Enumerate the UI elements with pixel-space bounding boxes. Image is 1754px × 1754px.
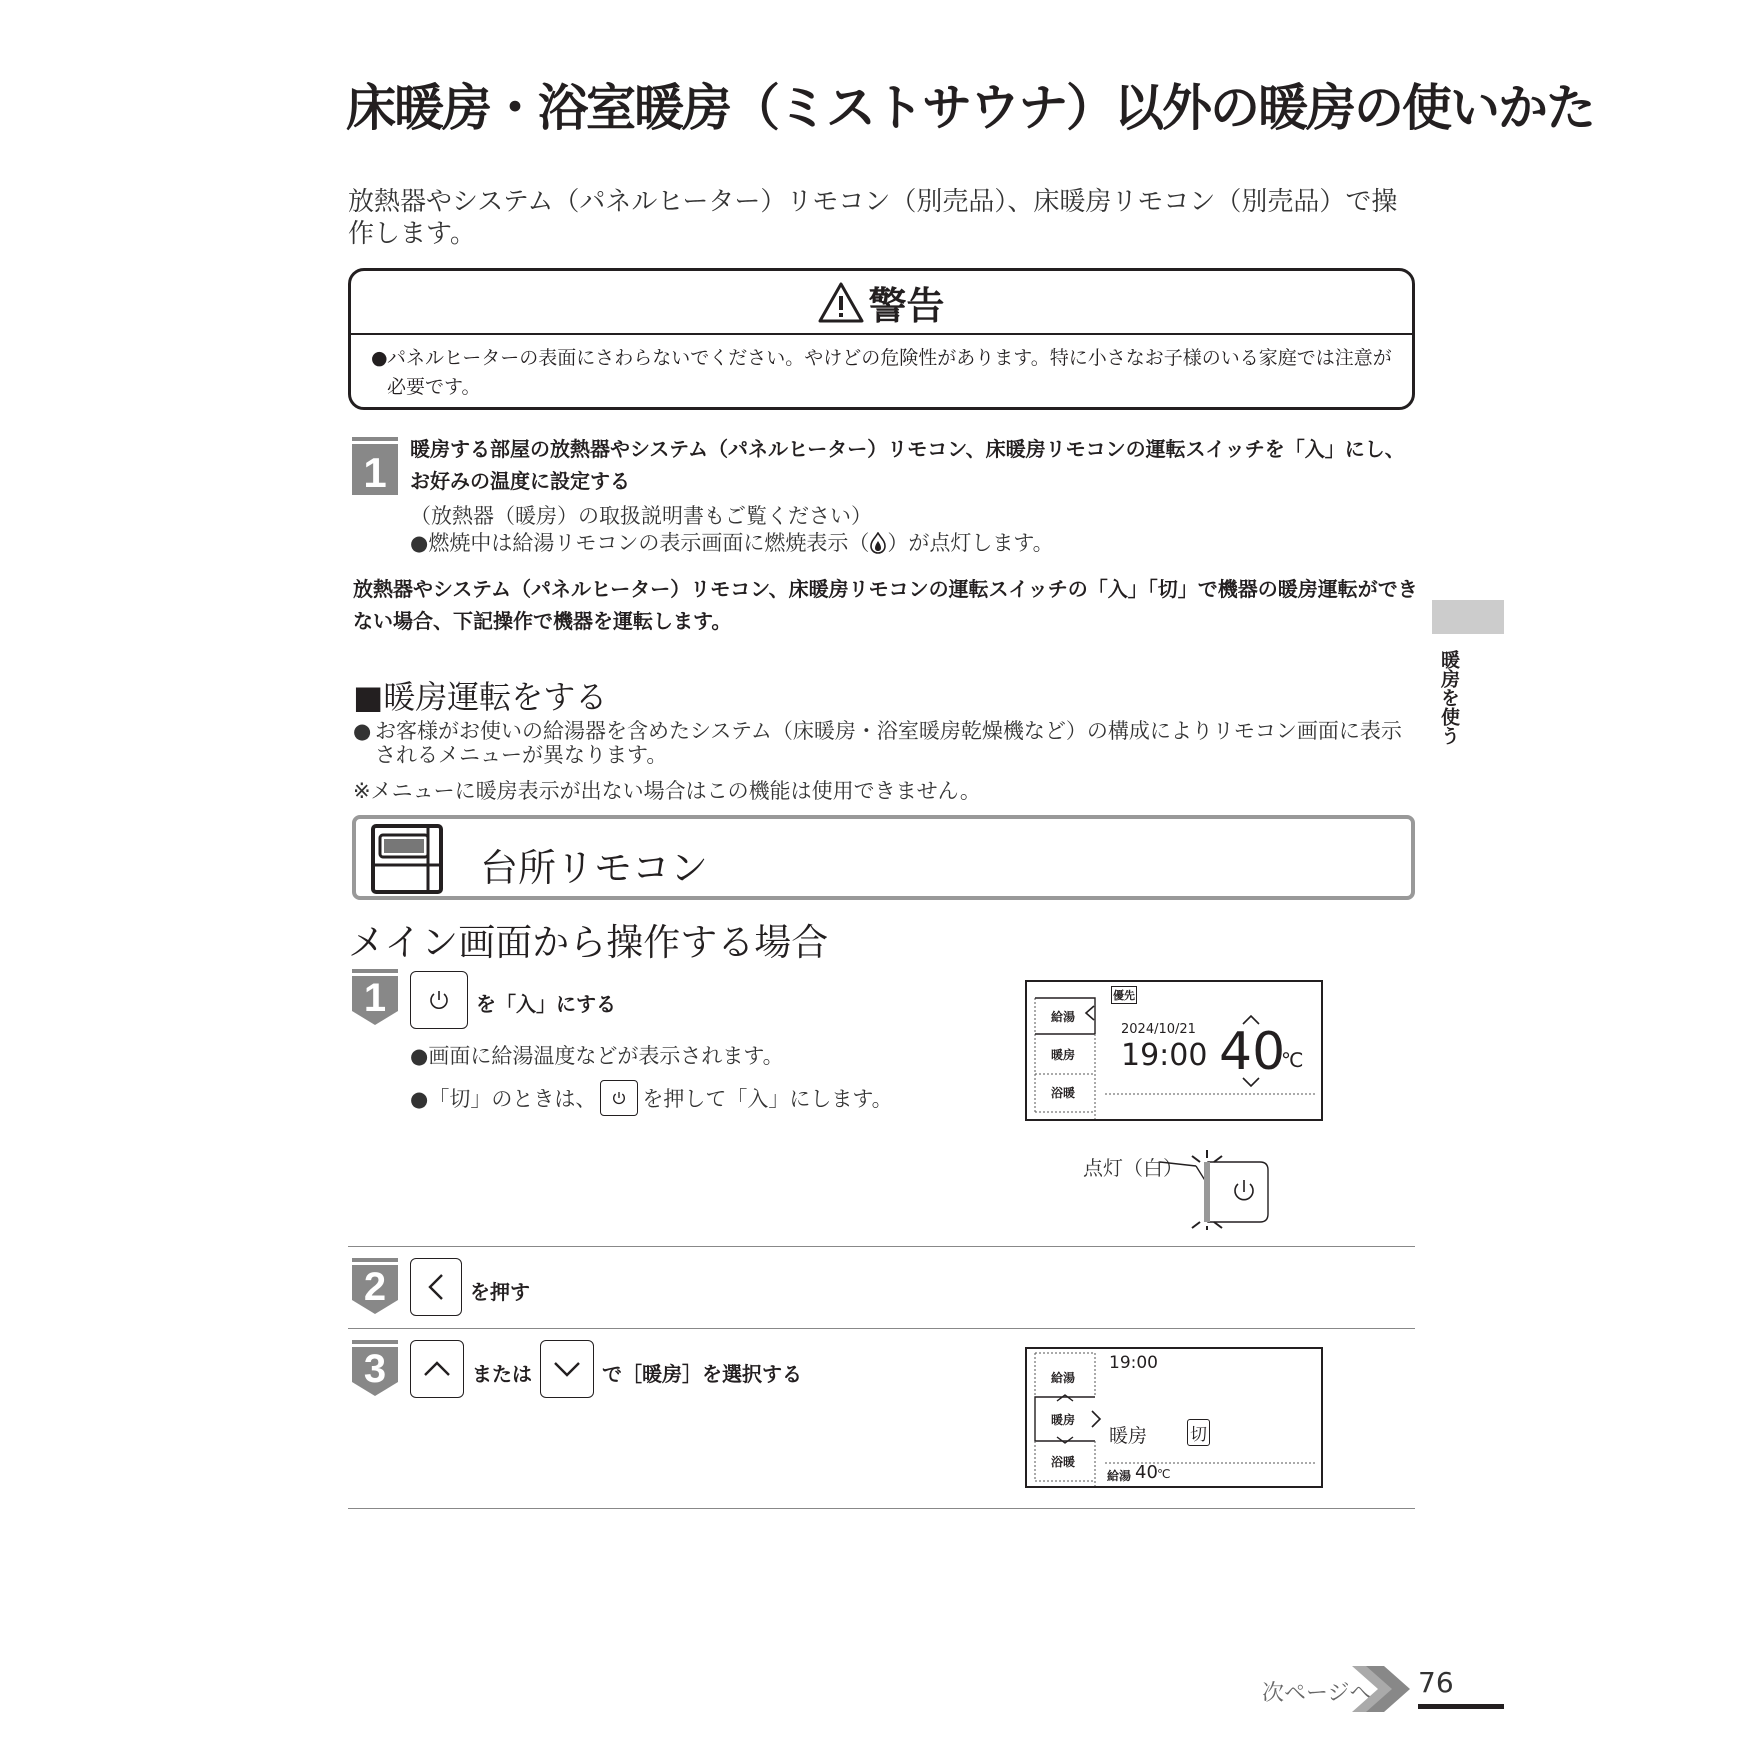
up-button[interactable]	[410, 1340, 464, 1398]
step-number-2: 2	[363, 1265, 387, 1309]
divider-1	[348, 1246, 1415, 1247]
chevron-up-icon	[422, 1358, 452, 1380]
page-number: 76	[1418, 1666, 1454, 1699]
power-button[interactable]	[410, 971, 468, 1029]
step-badge-2	[352, 1258, 398, 1314]
step3-text-end: で［暖房］を選択する	[602, 1362, 802, 1386]
lcd1-priority-badge: 優先	[1111, 986, 1137, 1004]
side-tab	[1432, 600, 1504, 634]
lcd2-time: 19:00	[1109, 1353, 1158, 1373]
light-label: 点灯（白）	[1083, 1156, 1183, 1180]
next-page-arrow-icon	[1352, 1664, 1412, 1714]
chevron-down-icon	[552, 1358, 582, 1380]
warning-box	[348, 268, 1415, 410]
flame-icon	[869, 532, 887, 554]
back-button[interactable]	[410, 1258, 462, 1316]
power-button-small[interactable]	[600, 1080, 638, 1116]
lcd1-menu-hot-water: 給湯	[1051, 1010, 1076, 1024]
divider-3	[348, 1508, 1415, 1509]
side-tab-label: 暖房を使う	[1438, 650, 1460, 745]
lcd2-item: 暖房	[1109, 1425, 1148, 1447]
sub-heading: メイン画面から操作する場合	[348, 921, 829, 964]
lcd2-state-badge: 切	[1187, 1419, 1210, 1446]
step-number-1: 1	[363, 976, 387, 1020]
step1-bullet-2	[410, 1080, 893, 1116]
next-page-label: 次ページへ	[1262, 1681, 1372, 1706]
divider-2	[348, 1328, 1415, 1329]
step1-notes	[410, 503, 1054, 557]
step-badge-1	[352, 969, 398, 1025]
step1-heading: 暖房する部屋の放熱器やシステム（パネルヒーター）リモコン、床暖房リモコンの運転スイッチを「入」にし、お好みの温度に設定する	[410, 437, 1405, 493]
step1-note-2b: ）が点灯します。	[887, 531, 1054, 555]
page-number-underline	[1418, 1704, 1504, 1709]
light-indicator-illustration	[1160, 1148, 1275, 1230]
warning-body: パネルヒーターの表面にさわらないでください。やけどの危険性があります。特に小さなお子様のいる家庭では注意が必要です。	[387, 347, 1392, 398]
section-note: ※メニューに暖房表示が出ない場合はこの機能は使用できません。	[353, 779, 981, 803]
lcd2-menu-bath-heat: 浴暖	[1051, 1455, 1076, 1469]
intro-text: 放熱器やシステム（パネルヒーター）リモコン（別売品）、床暖房リモコン（別売品）で操作します。	[348, 187, 1398, 249]
warning-bullet: ●	[371, 347, 388, 369]
kitchen-remote-box	[352, 815, 1415, 900]
section-bullet: ●	[353, 719, 372, 743]
down-button[interactable]	[540, 1340, 594, 1398]
lcd1-unit: ℃	[1281, 1048, 1304, 1072]
bold-paragraph: 放熱器やシステム（パネルヒーター）リモコン、床暖房リモコンの運転スイッチの「入」「切」で機器の暖房運転ができない場合、下記操作で機器を運転します。	[353, 577, 1418, 633]
step1-bullet-2a: ●「切」のときは、	[410, 1087, 597, 1111]
lcd-screen-main	[1025, 980, 1323, 1121]
lcd2-footer-temp: 40	[1135, 1462, 1158, 1483]
lcd1-menu-heating: 暖房	[1051, 1048, 1076, 1062]
power-icon	[427, 988, 451, 1012]
lcd2-menu-heating: 暖房	[1051, 1413, 1076, 1427]
step-badge-1-top	[352, 437, 398, 495]
section-heading: ■暖房運転をする	[353, 678, 608, 716]
kitchen-remote-icon	[370, 823, 444, 895]
step1-text: を「入」にする	[476, 992, 616, 1016]
step1-bullet-2b: を押して「入」にします。	[642, 1087, 893, 1111]
step-number-1-top: 1	[363, 449, 387, 495]
lcd1-time: 19:00	[1121, 1038, 1208, 1073]
step1-bullet-1: ●画面に給湯温度などが表示されます。	[410, 1044, 784, 1068]
step3-text-mid: または	[472, 1362, 532, 1386]
lcd1-menu-bath-heat: 浴暖	[1051, 1086, 1076, 1100]
lcd2-footer-unit: ℃	[1157, 1467, 1171, 1481]
step1-note-2	[410, 530, 1054, 557]
chevron-left-icon	[425, 1272, 447, 1302]
warning-header	[351, 271, 1412, 335]
lcd2-menu-hot-water: 給湯	[1051, 1371, 1076, 1385]
section-body	[353, 719, 1419, 767]
step2-text: を押す	[470, 1280, 530, 1304]
power-icon-small	[611, 1090, 627, 1106]
step-badge-3	[352, 1340, 398, 1396]
page-title: 床暖房・浴室暖房（ミストサウナ）以外の暖房の使いかた	[346, 79, 1594, 137]
kitchen-remote-label: 台所リモコン	[480, 846, 709, 890]
warning-text	[371, 344, 1396, 402]
warning-triangle-icon	[818, 281, 864, 323]
lcd-screen-menu	[1025, 1347, 1323, 1488]
step1-note-2a: ●燃焼中は給湯リモコンの表示画面に燃焼表示（	[410, 531, 870, 555]
step-number-3: 3	[363, 1347, 387, 1391]
step1-note-1: （放熱器（暖房）の取扱説明書もご覧ください）	[410, 504, 872, 528]
lcd1-temperature: 40	[1219, 1022, 1286, 1082]
lcd2-footer-label: 給湯	[1107, 1469, 1132, 1483]
section-text: お客様がお使いの給湯器を含めたシステム（床暖房・浴室暖房乾燥機など）の構成によりリモコン画面に表示されるメニューが異なります。	[375, 719, 1402, 767]
lcd1-date: 2024/10/21	[1121, 1022, 1196, 1037]
warning-heading: 警告	[868, 283, 945, 328]
